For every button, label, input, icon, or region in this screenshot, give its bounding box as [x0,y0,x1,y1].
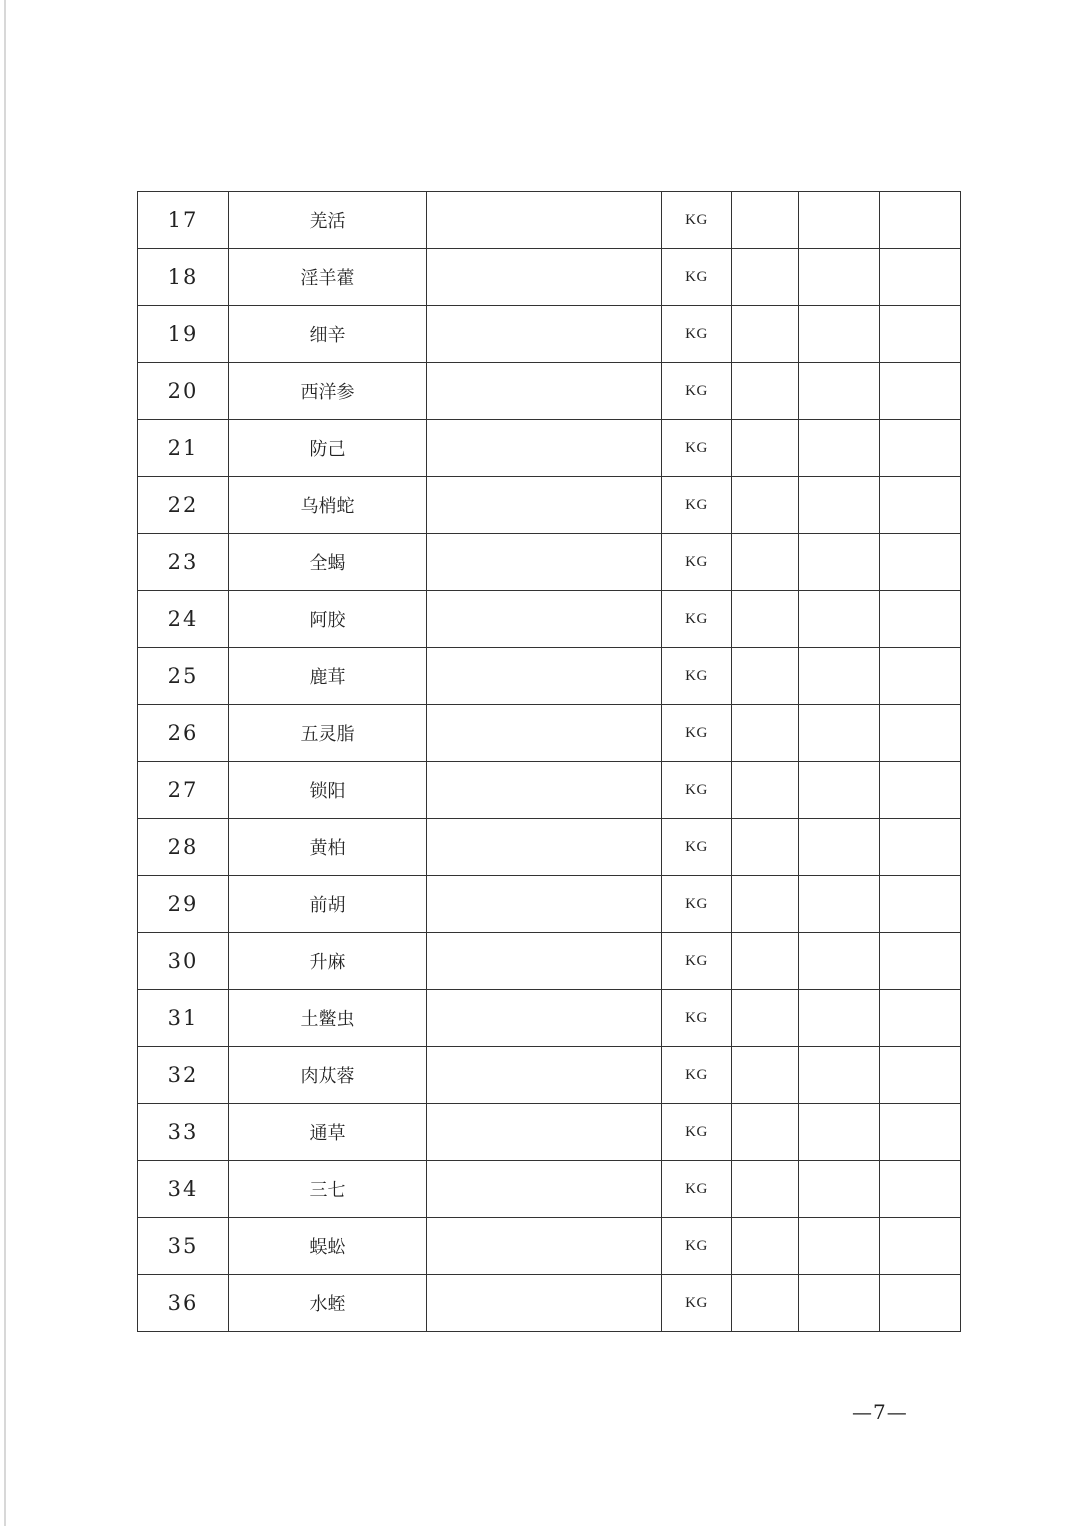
herb-name-cell: 羌活 [229,192,427,249]
spec-cell [427,705,662,762]
herb-name-cell: 锁阳 [229,762,427,819]
quantity-cell [732,762,799,819]
row-number-cell: 36 [138,1275,229,1332]
remark-cell [880,990,961,1047]
price-cell [799,1047,880,1104]
row-number-cell: 21 [138,420,229,477]
row-number-cell: 26 [138,705,229,762]
page-number: —7— [852,1400,908,1424]
table-row [138,192,961,249]
remark-cell [880,705,961,762]
herb-name-cell: 全蝎 [229,534,427,591]
herb-name-cell: 细辛 [229,306,427,363]
table-row [138,477,961,534]
remark-cell [880,363,961,420]
table-row [138,876,961,933]
price-cell [799,249,880,306]
remark-cell [880,1047,961,1104]
remark-cell [880,1275,961,1332]
unit-cell: KG [662,591,732,648]
remark-cell [880,192,961,249]
spec-cell [427,363,662,420]
quantity-cell [732,192,799,249]
row-number-cell: 20 [138,363,229,420]
row-number-cell: 33 [138,1104,229,1161]
table-row [138,306,961,363]
table-body [138,192,961,1332]
table-row [138,420,961,477]
table-row [138,933,961,990]
price-cell [799,705,880,762]
unit-cell: KG [662,1104,732,1161]
unit-cell: KG [662,648,732,705]
quantity-cell [732,1275,799,1332]
row-number-cell: 34 [138,1161,229,1218]
price-cell [799,1275,880,1332]
remark-cell [880,249,961,306]
price-cell [799,591,880,648]
row-number-cell: 35 [138,1218,229,1275]
herb-name-cell: 淫羊藿 [229,249,427,306]
remark-cell [880,876,961,933]
price-cell [799,1104,880,1161]
remark-cell [880,534,961,591]
quantity-cell [732,933,799,990]
remark-cell [880,420,961,477]
row-number-cell: 28 [138,819,229,876]
binding-edge [4,0,6,1526]
table-row [138,1161,961,1218]
spec-cell [427,477,662,534]
table-row [138,591,961,648]
herb-name-cell: 乌梢蛇 [229,477,427,534]
unit-cell: KG [662,249,732,306]
table-row [138,249,961,306]
quantity-cell [732,306,799,363]
price-cell [799,990,880,1047]
quantity-cell [732,591,799,648]
row-number-cell: 27 [138,762,229,819]
quantity-cell [732,363,799,420]
table-row [138,705,961,762]
quantity-cell [732,819,799,876]
remark-cell [880,1104,961,1161]
remark-cell [880,1161,961,1218]
herb-table [137,191,961,1332]
unit-cell: KG [662,705,732,762]
row-number-cell: 31 [138,990,229,1047]
herb-name-cell: 通草 [229,1104,427,1161]
unit-cell: KG [662,306,732,363]
unit-cell: KG [662,420,732,477]
remark-cell [880,819,961,876]
unit-cell: KG [662,477,732,534]
spec-cell [427,876,662,933]
price-cell [799,1218,880,1275]
spec-cell [427,534,662,591]
spec-cell [427,762,662,819]
herb-name-cell: 水蛭 [229,1275,427,1332]
row-number-cell: 22 [138,477,229,534]
herb-name-cell: 阿胶 [229,591,427,648]
unit-cell: KG [662,363,732,420]
price-cell [799,876,880,933]
price-cell [799,192,880,249]
spec-cell [427,1218,662,1275]
spec-cell [427,648,662,705]
unit-cell: KG [662,762,732,819]
spec-cell [427,819,662,876]
quantity-cell [732,705,799,762]
unit-cell: KG [662,1218,732,1275]
unit-cell: KG [662,1161,732,1218]
table-row [138,762,961,819]
spec-cell [427,249,662,306]
spec-cell [427,1161,662,1218]
unit-cell: KG [662,990,732,1047]
quantity-cell [732,249,799,306]
row-number-cell: 30 [138,933,229,990]
unit-cell: KG [662,1275,732,1332]
remark-cell [880,762,961,819]
quantity-cell [732,420,799,477]
herb-name-cell: 黄柏 [229,819,427,876]
row-number-cell: 25 [138,648,229,705]
table-row [138,1275,961,1332]
table-row [138,1218,961,1275]
herb-name-cell: 鹿茸 [229,648,427,705]
quantity-cell [732,1218,799,1275]
herb-name-cell: 升麻 [229,933,427,990]
table-row [138,648,961,705]
price-cell [799,933,880,990]
table-row [138,819,961,876]
remark-cell [880,306,961,363]
remark-cell [880,591,961,648]
unit-cell: KG [662,819,732,876]
table-row [138,363,961,420]
herb-name-cell: 土鳖虫 [229,990,427,1047]
price-cell [799,420,880,477]
row-number-cell: 29 [138,876,229,933]
row-number-cell: 18 [138,249,229,306]
remark-cell [880,648,961,705]
row-number-cell: 24 [138,591,229,648]
unit-cell: KG [662,1047,732,1104]
herb-name-cell: 三七 [229,1161,427,1218]
spec-cell [427,1104,662,1161]
herb-name-cell: 肉苁蓉 [229,1047,427,1104]
herb-name-cell: 前胡 [229,876,427,933]
quantity-cell [732,477,799,534]
price-cell [799,477,880,534]
price-cell [799,762,880,819]
herb-name-cell: 防己 [229,420,427,477]
quantity-cell [732,1161,799,1218]
quantity-cell [732,876,799,933]
unit-cell: KG [662,933,732,990]
spec-cell [427,420,662,477]
price-cell [799,819,880,876]
spec-cell [427,591,662,648]
row-number-cell: 19 [138,306,229,363]
spec-cell [427,933,662,990]
table-row [138,534,961,591]
herb-name-cell: 西洋参 [229,363,427,420]
table-row [138,1047,961,1104]
spec-cell [427,1047,662,1104]
remark-cell [880,933,961,990]
table-row [138,1104,961,1161]
price-cell [799,648,880,705]
table-row [138,990,961,1047]
unit-cell: KG [662,192,732,249]
remark-cell [880,1218,961,1275]
spec-cell [427,192,662,249]
quantity-cell [732,534,799,591]
row-number-cell: 17 [138,192,229,249]
row-number-cell: 23 [138,534,229,591]
spec-cell [427,1275,662,1332]
herb-name-cell: 蜈蚣 [229,1218,427,1275]
price-cell [799,363,880,420]
spec-cell [427,990,662,1047]
quantity-cell [732,1047,799,1104]
row-number-cell: 32 [138,1047,229,1104]
unit-cell: KG [662,876,732,933]
quantity-cell [732,648,799,705]
remark-cell [880,477,961,534]
quantity-cell [732,1104,799,1161]
herb-name-cell: 五灵脂 [229,705,427,762]
price-cell [799,1161,880,1218]
price-cell [799,306,880,363]
price-cell [799,534,880,591]
quantity-cell [732,990,799,1047]
spec-cell [427,306,662,363]
unit-cell: KG [662,534,732,591]
